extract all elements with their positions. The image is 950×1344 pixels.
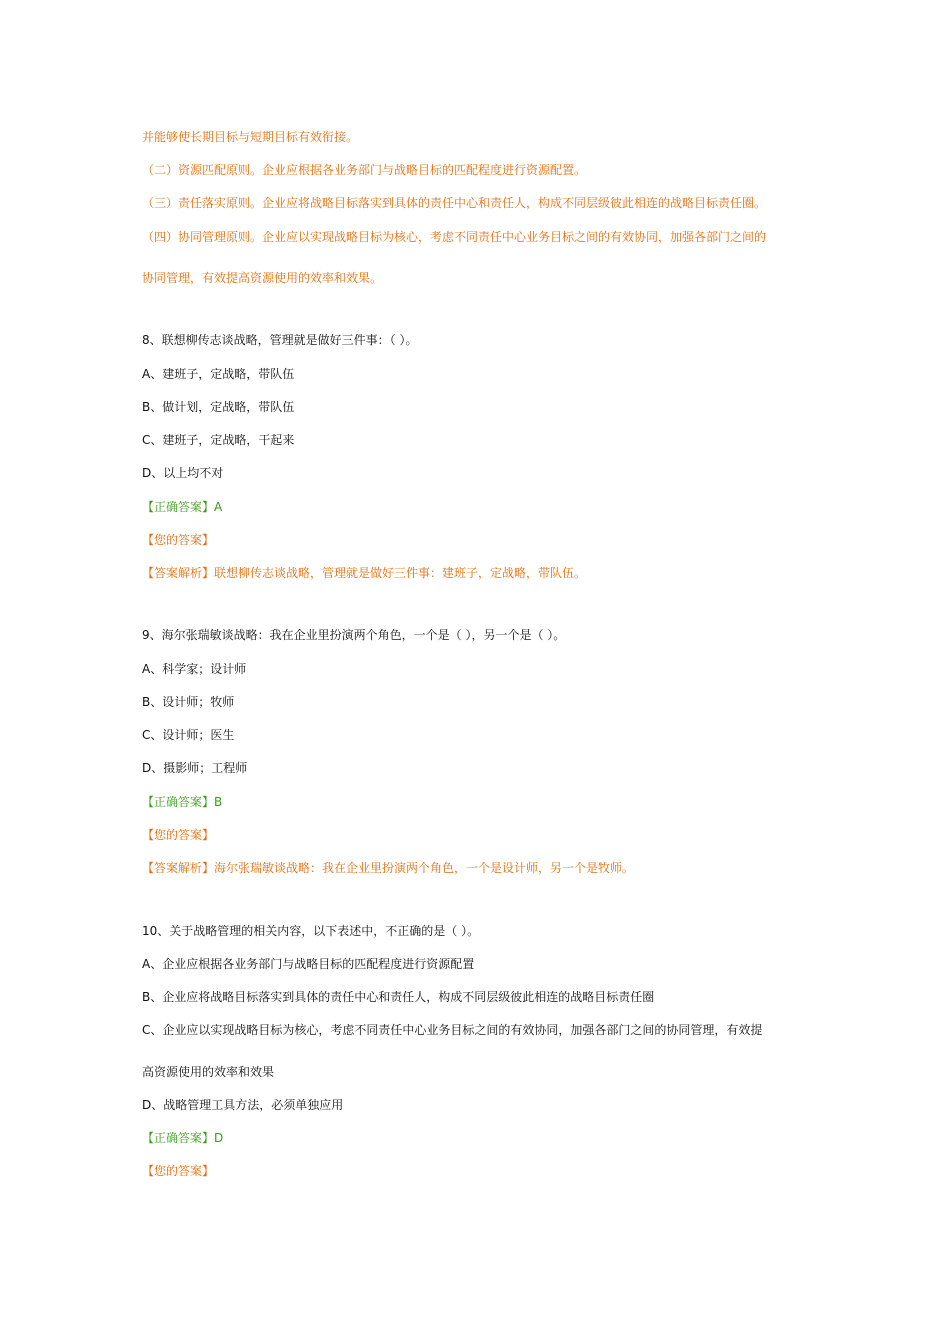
question-stem: 8、联想柳传志谈战略，管理就是做好三件事：（ ）。	[142, 333, 418, 347]
question-stem: 9、海尔张瑞敏谈战略：我在企业里扮演两个角色，一个是（ ），另一个是（ ）。	[142, 628, 566, 642]
answer-analysis	[142, 565, 586, 581]
option-a: A、企业应根据各业务部门与战略目标的匹配程度进行资源配置	[142, 957, 475, 971]
option-c: C、设计师；医生	[142, 728, 235, 742]
option-a: A、建班子，定战略，带队伍	[142, 367, 295, 381]
correct-answer-label: 【正确答案】	[142, 795, 215, 809]
correct-answer-value: B	[214, 795, 223, 809]
your-answer-label: 【您的答案】	[142, 533, 215, 547]
question-stem: 10、关于战略管理的相关内容，以下表述中，不正确的是（ ）。	[142, 924, 480, 938]
analysis-text: 联想柳传志谈战略，管理就是做好三件事：建班子，定战略，带队伍。	[214, 566, 587, 580]
explanation-line: （四）协同管理原则。企业应以实现战略目标为核心，考虑不同责任中心业务目标之间的有效协同，加强各部门之间的	[142, 230, 767, 244]
correct-answer-value: D	[214, 1131, 224, 1145]
option-b: B、做计划，定战略，带队伍	[142, 400, 295, 414]
correct-answer	[142, 499, 222, 515]
correct-answer-label: 【正确答案】	[142, 1131, 215, 1145]
answer-analysis	[142, 860, 634, 876]
option-d: D、摄影师；工程师	[142, 761, 248, 775]
option-b: B、设计师；牧师	[142, 695, 235, 709]
your-answer-label: 【您的答案】	[142, 1164, 215, 1178]
option-d: D、以上均不对	[142, 466, 224, 480]
option-c-continued: 高资源使用的效率和效果	[142, 1065, 275, 1079]
analysis-label: 【答案解析】	[142, 566, 215, 580]
correct-answer-label: 【正确答案】	[142, 500, 215, 514]
explanation-line: 协同管理，有效提高资源使用的效率和效果。	[142, 271, 383, 285]
analysis-text: 海尔张瑞敏谈战略：我在企业里扮演两个角色，一个是设计师，另一个是牧师。	[214, 861, 635, 875]
correct-answer	[142, 794, 222, 810]
analysis-label: 【答案解析】	[142, 861, 215, 875]
correct-answer	[142, 1130, 223, 1146]
option-a: A、科学家；设计师	[142, 662, 247, 676]
your-answer-label: 【您的答案】	[142, 828, 215, 842]
option-d: D、战略管理工具方法，必须单独应用	[142, 1098, 344, 1112]
explanation-line: （三）责任落实原则。企业应将战略目标落实到具体的责任中心和责任人，构成不同层级彼此相连的战略目标责任圈。	[142, 196, 767, 210]
option-c: C、企业应以实现战略目标为核心，考虑不同责任中心业务目标之间的有效协同，加强各部门之间的协同管理，有效提	[142, 1023, 763, 1037]
explanation-line: 并能够使长期目标与短期目标有效衔接。	[142, 130, 359, 144]
explanation-line: （二）资源匹配原则。企业应根据各业务部门与战略目标的匹配程度进行资源配置。	[142, 163, 587, 177]
option-c: C、建班子，定战略，干起来	[142, 433, 295, 447]
correct-answer-value: A	[214, 500, 223, 514]
option-b: B、企业应将战略目标落实到具体的责任中心和责任人，构成不同层级彼此相连的战略目标责任圈	[142, 990, 655, 1004]
